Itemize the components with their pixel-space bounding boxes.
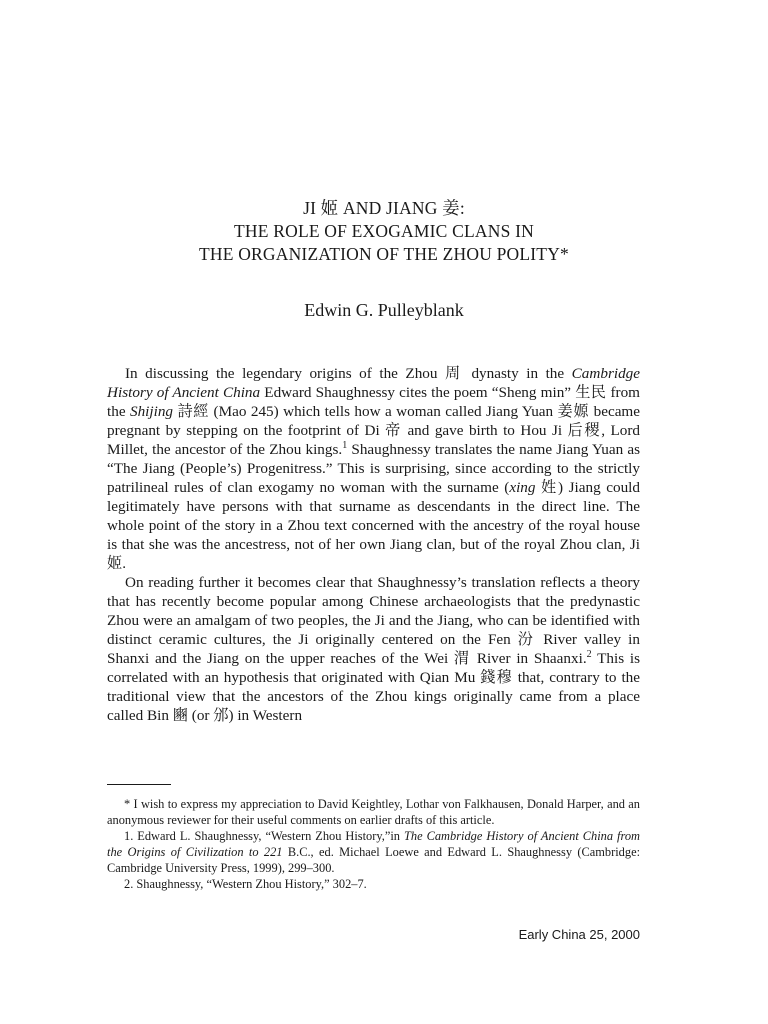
p1-text-a: In discussing the legendary origins of the Zhou 周 dynasty in the xyxy=(125,365,572,382)
article-body xyxy=(107,364,640,725)
footnote-2: 2. Shaughnessy, “Western Zhou History,” 302–7. xyxy=(124,877,367,891)
p1-text-i: 姓) Jiang could legitimately have persons with that surname as descendants in the direct line. The whole point of the story in a Zhou text concerned with the ancestry of the royal house is that she was the ancestress, not of her own Jiang clan, but of the royal Zhou clan, Ji 姬. xyxy=(107,479,640,572)
title-line-1: JI 姬 AND JIANG 姜: xyxy=(303,198,465,218)
p1-italic-title: Cambridge History of Ancient China xyxy=(107,365,640,401)
p1-text-e: 詩經 (Mao 245) which tells how a woman called Jiang Yuan 姜嫄 became pregnant by stepping on the footprint of Di 帝 and gave birth to Hou Ji 后稷, Lord Millet, the ancestor of the Zhou kings. xyxy=(107,403,640,458)
journal-footer: Early China 25, 2000 xyxy=(518,927,640,942)
p1-italic-shijing: Shijing xyxy=(129,403,174,420)
footnote-star: * I wish to express my appreciation to David Keightley, Lothar von Falkhausen, Donald Harper, and an anonymous reviewer for their useful comments on earlier drafts of this article. xyxy=(107,797,640,827)
paragraph-2 xyxy=(107,573,640,725)
footnote-1 xyxy=(107,828,640,876)
fn1-italic-title: The Cambridge History of Ancient China from the Origins of Civilization to 221 xyxy=(107,829,641,859)
p1-italic-xing: xing xyxy=(509,479,536,496)
p1-text-c: Edward Shaughnessy cites the poem “Sheng min” 生民 from the xyxy=(107,384,640,420)
author-name: Edwin G. Pulleyblank xyxy=(304,300,464,320)
footnote-ref-1: 1 xyxy=(342,439,348,451)
article-title xyxy=(0,197,768,266)
paragraph-1 xyxy=(107,364,640,573)
footnote-ref-2: 2 xyxy=(586,648,592,660)
fn1-text-c: B.C., ed. Michael Loewe and Edward L. Shaughnessy (Cambridge: Cambridge University Press, 1999), 299–300. xyxy=(107,845,641,875)
p2-text-c: This is correlated with an hypothesis that originated with Qian Mu 錢穆 that, contrary to the traditional view that the ancestors of the Zhou kings originally came from a place called Bin 豳 (or 邠) in Western xyxy=(107,650,640,724)
footnote-divider xyxy=(107,784,171,785)
title-line-3: THE ORGANIZATION OF THE ZHOU POLITY* xyxy=(199,244,569,264)
p1-text-g: Shaughnessy translates the name Jiang Yuan as “The Jiang (People’s) Progenitress.” This is surprising, since according to the strictly patrilineal rules of clan exogamy no woman with the surname ( xyxy=(107,441,641,496)
footnotes xyxy=(107,796,640,892)
title-line-2: THE ROLE OF EXOGAMIC CLANS IN xyxy=(234,221,534,241)
p2-text-a: On reading further it becomes clear that Shaughnessy’s translation reflects a theory that has recently become popular among Chinese archaeologists that the predynastic Zhou were an amalgam of two peoples, the Ji and the Jiang, who can be identified with distinct ceramic cultures, the Ji originally centered on the Fen 汾 River valley in Shanxi and the Jiang on the upper reaches of the Wei 渭 River in Shaanxi. xyxy=(107,574,640,667)
fn1-text-a: 1. Edward L. Shaughnessy, “Western Zhou History,”in xyxy=(124,829,405,843)
